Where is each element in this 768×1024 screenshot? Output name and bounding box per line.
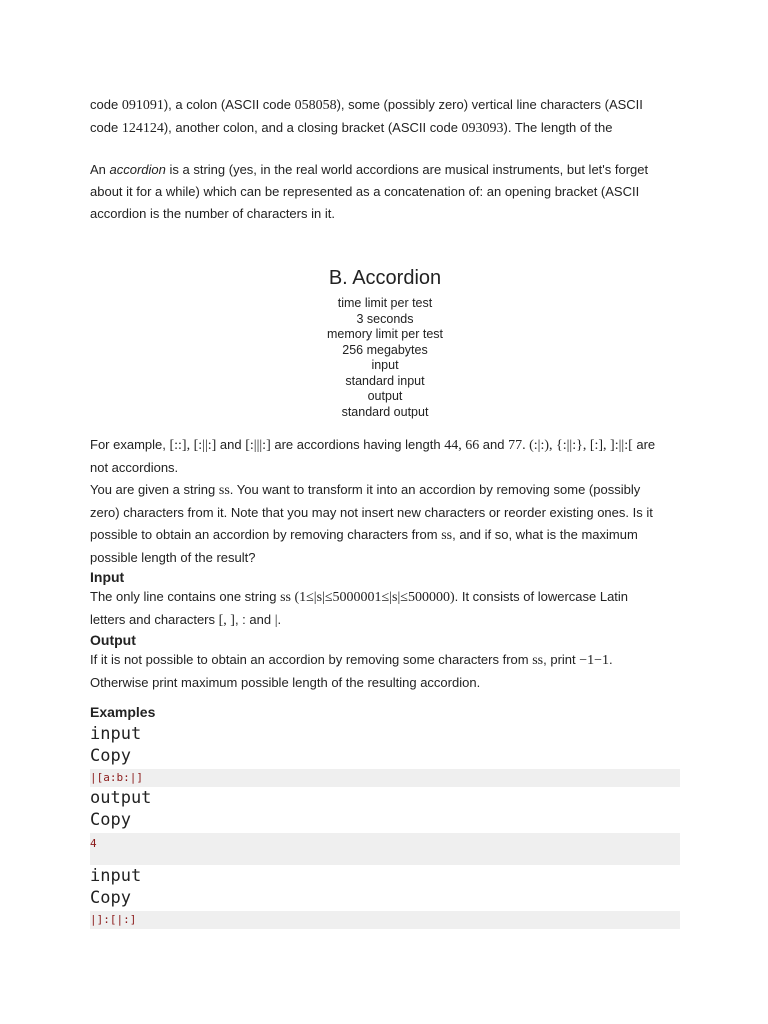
example-input-block bbox=[90, 769, 680, 787]
statement-text: , and if so, what is the maximum bbox=[452, 527, 638, 542]
problem-title: B. Accordion bbox=[328, 267, 442, 289]
intro-paragraph bbox=[90, 94, 680, 140]
math-expression: 77. (:|:), {:||:}, [:], ]:||:[ bbox=[508, 438, 633, 453]
math-expression: −1−1 bbox=[579, 653, 610, 668]
statement-text: are bbox=[632, 437, 656, 452]
math-expression: | bbox=[274, 613, 278, 628]
spec-text: , : and bbox=[234, 612, 275, 627]
intro-text: ), a colon (ASCII code bbox=[163, 97, 295, 112]
spec-text: letters and characters bbox=[90, 612, 219, 627]
example-1 bbox=[90, 723, 680, 865]
problem-page bbox=[90, 94, 680, 929]
input-value: standard input bbox=[345, 373, 425, 388]
example-input-value: |]:[|:] bbox=[90, 913, 137, 926]
example-output-block bbox=[90, 833, 680, 865]
statement-text: You are given a string bbox=[90, 482, 219, 497]
math-expression: 058058 bbox=[294, 98, 337, 113]
task-paragraph bbox=[90, 479, 680, 569]
memory-limit-label: memory limit per test bbox=[327, 327, 443, 341]
spec-text: The only line contains one string bbox=[90, 589, 281, 604]
spec-text: . bbox=[609, 652, 613, 667]
definition-text: about it for a while) which can be represented as a concatenation of: an opening bracket (ASCII bbox=[90, 184, 640, 199]
example-input-label: input bbox=[90, 866, 142, 886]
example-output-value: 4 bbox=[90, 837, 97, 850]
example-2 bbox=[90, 865, 680, 929]
spec-text: Otherwise print maximum possible length of the resulting accordion. bbox=[90, 675, 481, 690]
example-input-value: |[a:b:|] bbox=[90, 771, 143, 784]
statement-text: not accordions. bbox=[90, 460, 179, 475]
statement-text: and bbox=[479, 437, 509, 452]
math-expression: 124124 bbox=[121, 121, 164, 136]
output-specification bbox=[90, 649, 680, 694]
math-expression: 093093 bbox=[461, 121, 504, 136]
copy-button[interactable]: Copy bbox=[90, 746, 131, 766]
problem-header bbox=[90, 265, 680, 420]
statement-text: For example, bbox=[90, 437, 170, 452]
intro-text: ), some (possibly zero) vertical line characters (ASCII bbox=[336, 97, 643, 112]
math-expression: [, ] bbox=[218, 613, 235, 628]
output-label: output bbox=[367, 389, 403, 403]
time-limit-label: time limit per test bbox=[337, 296, 433, 310]
math-expression: [::], [:||:] bbox=[169, 438, 217, 453]
intro-text: ). The length of the bbox=[503, 120, 613, 135]
time-limit-value: 3 seconds bbox=[356, 311, 414, 326]
input-specification bbox=[90, 586, 680, 632]
intro-text: code bbox=[90, 120, 122, 135]
spec-text: . bbox=[277, 612, 282, 627]
definition-text: accordion is the number of characters in it. bbox=[90, 206, 335, 221]
statement-text: possible length of the result? bbox=[90, 550, 256, 565]
examples-heading: Examples bbox=[90, 704, 156, 720]
statement-text: possible to obtain an accordion by removing characters from bbox=[90, 527, 442, 542]
math-expression: ss bbox=[441, 528, 453, 543]
statement-text: zero) characters from it. Note that you may not insert new characters or reorder existing ones. Is it bbox=[90, 505, 653, 520]
memory-limit-value: 256 megabytes bbox=[342, 342, 428, 357]
input-label: input bbox=[371, 358, 399, 372]
example-output-label: output bbox=[90, 788, 152, 808]
statement-text: are accordions having length bbox=[270, 437, 445, 452]
definition-term: accordion bbox=[109, 162, 166, 177]
math-expression: 44, 66 bbox=[444, 438, 480, 453]
math-expression: ss bbox=[532, 653, 544, 668]
example-input-block bbox=[90, 911, 680, 929]
output-value: standard output bbox=[341, 404, 429, 419]
statement-text: . You want to transform it into an accordion by removing some (possibly bbox=[229, 482, 641, 497]
spec-text: If it is not possible to obtain an accordion by removing some characters from bbox=[90, 652, 533, 667]
example-input-label: input bbox=[90, 724, 142, 744]
copy-button[interactable]: Copy bbox=[90, 888, 131, 908]
definition-text: is a string (yes, in the real world accordions are musical instruments, but let's forget bbox=[165, 162, 649, 177]
math-expression: [:|||:] bbox=[245, 438, 271, 453]
intro-text: ), another colon, and a closing bracket (ASCII code bbox=[163, 120, 462, 135]
copy-button[interactable]: Copy bbox=[90, 810, 131, 830]
output-heading: Output bbox=[90, 632, 136, 648]
examples-paragraph bbox=[90, 434, 680, 479]
statement-text: and bbox=[216, 437, 246, 452]
definition-text: An bbox=[90, 162, 110, 177]
math-expression: ss (1≤|s|≤5000001≤|s|≤500000) bbox=[280, 590, 455, 605]
spec-text: . It consists of lowercase Latin bbox=[454, 589, 629, 604]
intro-text: code bbox=[90, 97, 122, 112]
math-expression: 091091 bbox=[121, 98, 164, 113]
input-heading: Input bbox=[90, 569, 125, 585]
definition-paragraph bbox=[90, 159, 680, 225]
spec-text: , print bbox=[543, 652, 580, 667]
math-expression: ss bbox=[218, 483, 230, 498]
